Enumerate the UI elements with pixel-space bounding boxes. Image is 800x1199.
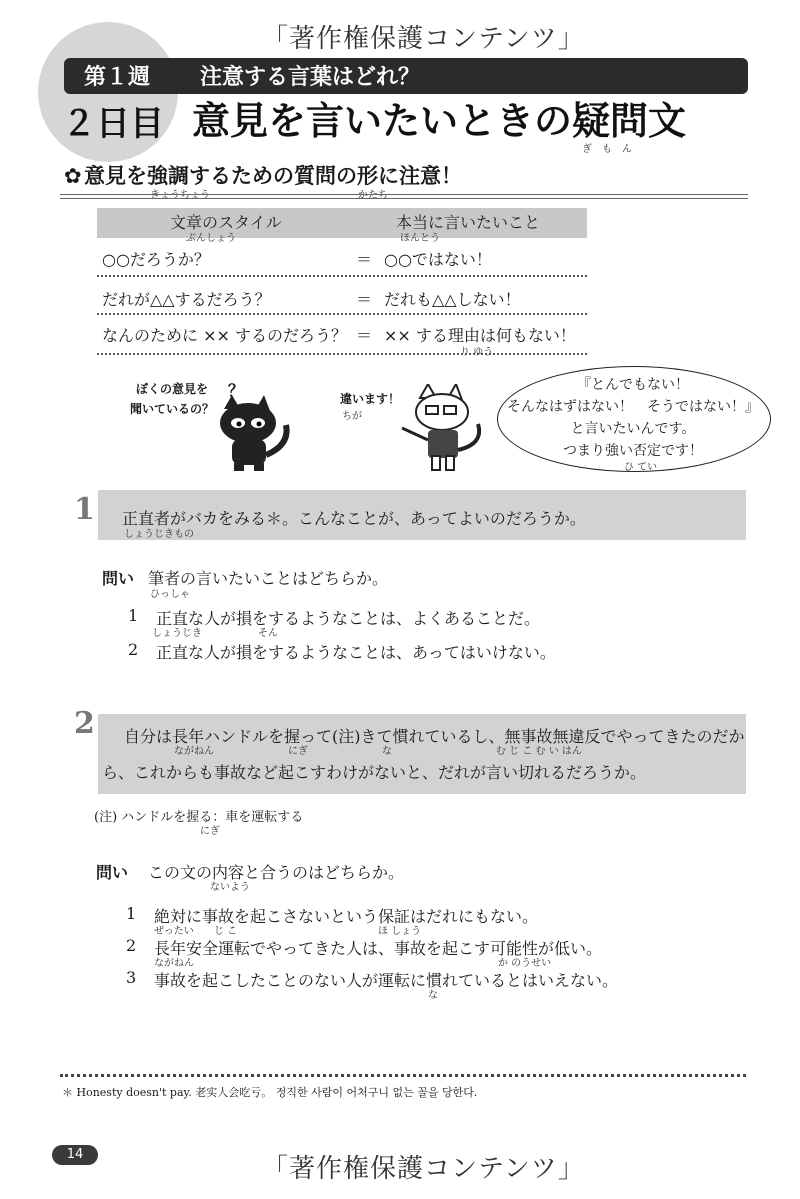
divider [60, 194, 748, 195]
exercise-2-choice-3[interactable]: 事故を起こしたことのない人が運転に慣れているとはいえない。 [154, 971, 619, 990]
exercise-2-choice-1[interactable]: 絶対に事故を起こさないという保証はだれにもない。 [154, 907, 539, 926]
table-row-3-left: なんのために ×× するのだろう？ [102, 326, 347, 345]
exercise-2-choice-1-ruby-a: ぜったい [154, 926, 194, 937]
sub-heading [64, 160, 462, 190]
exercise-2-choice-2-num: 2 [126, 936, 137, 955]
exercise-2-choice-2-ruby-a: ながねん [154, 958, 194, 969]
table-header-col2: 本当に言いたいこと [396, 213, 541, 232]
table-row-1-right: ○○ではない！ [384, 250, 492, 269]
exercise-2-question-label: 問い [96, 863, 129, 882]
table-row-divider [97, 313, 587, 315]
sub-heading-ruby-1: きょうちょう [150, 190, 210, 201]
bubble-line-2: そんなはずはない！ そうではない！』 [507, 399, 759, 415]
exercise-1-choice-2-num: 2 [128, 640, 139, 659]
page-number: 14 [52, 1145, 98, 1165]
footnote: ＊ Honesty doesn't pay. 老实人会吃亏。 정직한 사람이 어처구니 없는 꼴을 당한다. [62, 1086, 478, 1099]
white-cat-line: 違います！ [340, 392, 401, 406]
table-row-3-right: ×× する理由は何もない！ [384, 326, 576, 345]
table-row-1-left: ○○だろうか？ [102, 250, 210, 269]
exercise-2-ruby-nigi: にぎ [288, 746, 308, 757]
exercise-2-question-ruby: ないよう [210, 882, 250, 893]
day-title-ruby: ぎ も ん [582, 144, 632, 155]
table-header-col1-ruby: ぶんしょう [186, 233, 236, 244]
black-cat-line-2: 聞いているの？ [130, 402, 215, 416]
exercise-2-choice-2[interactable]: 長年安全運転でやってきた人は、事故を起こす可能性が低い。 [154, 939, 603, 958]
exercise-1-passage-ruby: しょうじきもの [124, 529, 194, 540]
table-row-3-ruby: り ゆう [460, 347, 494, 358]
black-cat-illustration [210, 395, 300, 475]
table-row-2-right: だれも△△しない！ [384, 290, 521, 309]
flower-icon: ✿ [64, 164, 82, 188]
exercise-2-choice-3-num: 3 [126, 968, 137, 987]
table-row-3-eq: ＝ [356, 326, 373, 345]
exercise-1-question: 筆者の言いたいことはどちらか。 [148, 569, 389, 588]
bubble-line-1: 『とんでもない！ [577, 377, 689, 393]
table-row-divider [97, 353, 587, 355]
table-row-1-eq: ＝ [356, 250, 373, 269]
table-header-col2-ruby: ほんとう [400, 233, 440, 244]
exercise-2-ruby-na: な [382, 746, 392, 757]
exercise-1-question-ruby: ひっしゃ [150, 589, 190, 600]
week-label: 第１週 [84, 65, 151, 90]
exercise-2-choice-1-ruby-c: ほ しょう [378, 926, 422, 937]
divider [60, 198, 748, 199]
exercise-1-choice-2[interactable]: 正直な人が損をするようなことは、あってはいけない。 [156, 643, 556, 662]
exercise-2-ruby-mujiko: む じ こ む い はん [496, 746, 582, 757]
bubble-line-3: と言いたいんです。 [570, 421, 696, 437]
watermark-bottom: 「著作権保護コンテンツ」 [262, 1154, 585, 1184]
exercise-2-choice-3-ruby: な [428, 990, 438, 1001]
exercise-2-choice-2-ruby-b: か のうせい [498, 958, 552, 969]
exercise-2-choice-1-num: 1 [126, 904, 137, 923]
exercise-1-choice-1-ruby-a: しょうじき [152, 628, 202, 639]
exercise-1-choice-1-ruby-b: そん [258, 628, 278, 639]
exercise-1-passage: 正直者がバカをみる＊。こんなことが、あってよいのだろうか。 [122, 509, 586, 528]
week-title: 注意する言葉はどれ？ [200, 65, 421, 90]
white-cat-illustration [398, 384, 490, 476]
question-mark: ？ [228, 381, 245, 400]
exercise-1-question-label: 問い [102, 569, 135, 588]
bubble-ruby: ひ てい [624, 462, 658, 473]
watermark-top: 「著作権保護コンテンツ」 [262, 24, 585, 54]
exercise-2-note: (注) ハンドルを握る：車を運転する [94, 810, 304, 825]
exercise-1-choice-1[interactable]: 正直な人が損をするようなことは、よくあることだ。 [156, 609, 541, 628]
exercise-2-number: 2 [74, 706, 95, 741]
exercise-1-number: 1 [74, 492, 95, 527]
exercise-2-passage-line-1: 自分は長年ハンドルを握って(注)きて慣れているし、無事故無違反でやってきたのだか [124, 727, 745, 746]
exercise-2-passage-line-2: ら、これからも事故など起こすわけがないと、だれが言い切れるだろうか。 [102, 763, 647, 782]
white-cat-ruby: ちが [342, 411, 362, 422]
exercise-2-question: この文の内容と合うのはどちらか。 [148, 863, 405, 882]
table-row-divider [97, 275, 587, 277]
exercise-2-choice-1-ruby-b: じ こ [214, 926, 238, 937]
sub-heading-text: 意見を強調するための質問の形に注意！ [84, 164, 462, 188]
exercise-2-ruby-naganen: ながねん [174, 746, 214, 757]
table-row-2-left: だれが△△するだろう？ [102, 290, 271, 309]
black-cat-line-1: ぼくの意見を [136, 382, 209, 396]
table-row-2-eq: ＝ [356, 290, 373, 309]
exercise-1-choice-1-num: 1 [128, 606, 139, 625]
footnote-divider [60, 1074, 746, 1077]
sub-heading-ruby-2: かたち [358, 190, 388, 201]
day-title: 意見を言いたいときの疑問文 [192, 99, 687, 143]
bubble-line-4: つまり強い否定です！ [563, 443, 703, 459]
exercise-2-note-ruby: にぎ [200, 826, 220, 837]
day-label: ２日目 [62, 104, 164, 144]
table-header-col1: 文章のスタイル [170, 213, 282, 232]
